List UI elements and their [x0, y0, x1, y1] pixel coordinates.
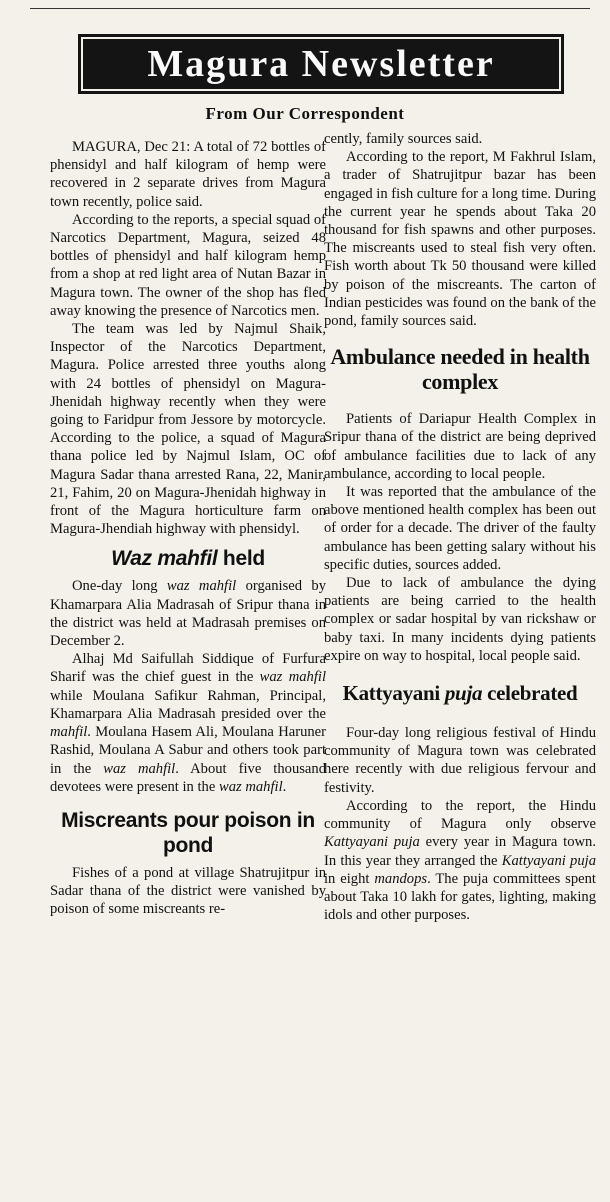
- paragraph: MAGURA, Dec 21: A total of 72 bottles of phensidyl and half kilogram of hemp were recovered in 2 separate drives from Magura town recently, police said.: [50, 139, 326, 210]
- paragraph: Due to lack of ambulance the dying patients are being carried to the health complex or sadar hospital by van rickshaw or baby taxi. In many incidents dying patients expire on way to hospital, local people said.: [324, 575, 596, 664]
- puja-headline: Kattyayani puja celebrated: [342, 681, 578, 706]
- paragraph: The team was led by Najmul Shaik, Inspector of the Narcotics Department, Magura. Police arrested three youths along with 24 bottles of phensidyl on Magura-Jhenidah highway recently when they were going to Faridpur from Jessore by motorcycle. According to the police, a squad of Magura thana police led by Najmul Islam, OC of Magura Sadar thana arrested Rana, 22, Manir, 21, Fahim, 20 on Magura-Jhenidah highway in front of the Magura horticulture farm on Magura-Jhendiah highway with phensidyl.: [50, 321, 326, 538]
- paragraph: According to the reports, a special squad of Narcotics Department, Magura, seized 48 bottles of phensidyl and half kilogram hemp from a shop at red light area of Nutan Bazar in Magura town. The owner of the shop has fled away knowing the presence of Narcotics men.: [50, 211, 326, 319]
- masthead-title: Magura Newsletter: [147, 43, 495, 85]
- paragraph: Fishes of a pond at village Shatrujitpur in Sadar thana of the district were vanished by poison of some miscreants re-: [50, 864, 326, 918]
- top-rule: [30, 8, 590, 9]
- waz-mahfil-headline: [50, 546, 326, 571]
- paragraph: Four-day long religious festival of Hindu community of Magura town was celebrated here recently with due religious fervour and festivity.: [324, 725, 596, 796]
- paragraph: cently, family sources said.: [324, 131, 483, 147]
- byline: From Our Correspondent: [205, 104, 405, 123]
- paragraph: One-day long waz mahfil organised by Khamarpara Alia Madrasah of Sripur thana in the district was held at Madrasah premises on December 2.: [50, 578, 326, 650]
- miscreants-headline: Miscreants pour poison in pond: [61, 808, 315, 857]
- masthead: [78, 34, 564, 94]
- left-column: [50, 138, 326, 919]
- headline-italic-part: Waz mahfil: [111, 547, 218, 571]
- headline-rest: held: [217, 547, 265, 571]
- ambulance-headline: Ambulance needed in health complex: [330, 344, 590, 395]
- paragraph: According to the report, M Fakhrul Islam, a trader of Shatrujitpur bazar has been engaged in fish culture for a long time. During the current year he spends about Taka 20 thousand for fish spawns and other purposes. The miscreants used to steal fish very often. Fish worth about Tk 50 thousand were killed by poison of the miscreants. The carton of Indian pesticides was found on the bank of the pond, family sources said.: [324, 149, 596, 330]
- right-column: [324, 130, 596, 924]
- paragraph: Patients of Dariapur Health Complex in Sripur thana of the district are being deprived of ambulance facilities due to lack of any ambulance, according to local people.: [324, 411, 596, 482]
- paragraph: It was reported that the ambulance of the above mentioned health complex has been out of order for a decade. The driver of the faulty ambulance has been getting salary without his specific duties, sources added.: [324, 484, 596, 573]
- paragraph: Alhaj Md Saifullah Siddique of Furfura Sharif was the chief guest in the waz mahfil while Moulana Safikur Rahman, Principal, Khamarpara Alia Madrasah presided over the mahfil. Moulana Hasem Ali, Moulana Haruner Rashid, Moulana A Sabur and others took part in the waz mahfil. About five thousand devotees were present in the waz mahfil.: [50, 651, 327, 795]
- paragraph: According to the report, the Hindu community of Magura only observe Kattyayani puja every year in Magura town. In this year they arranged the Kattyayani puja in eight mandops. The puja committees spent about Taka 10 lakh for gates, lighting, making idols and other purposes.: [324, 797, 596, 924]
